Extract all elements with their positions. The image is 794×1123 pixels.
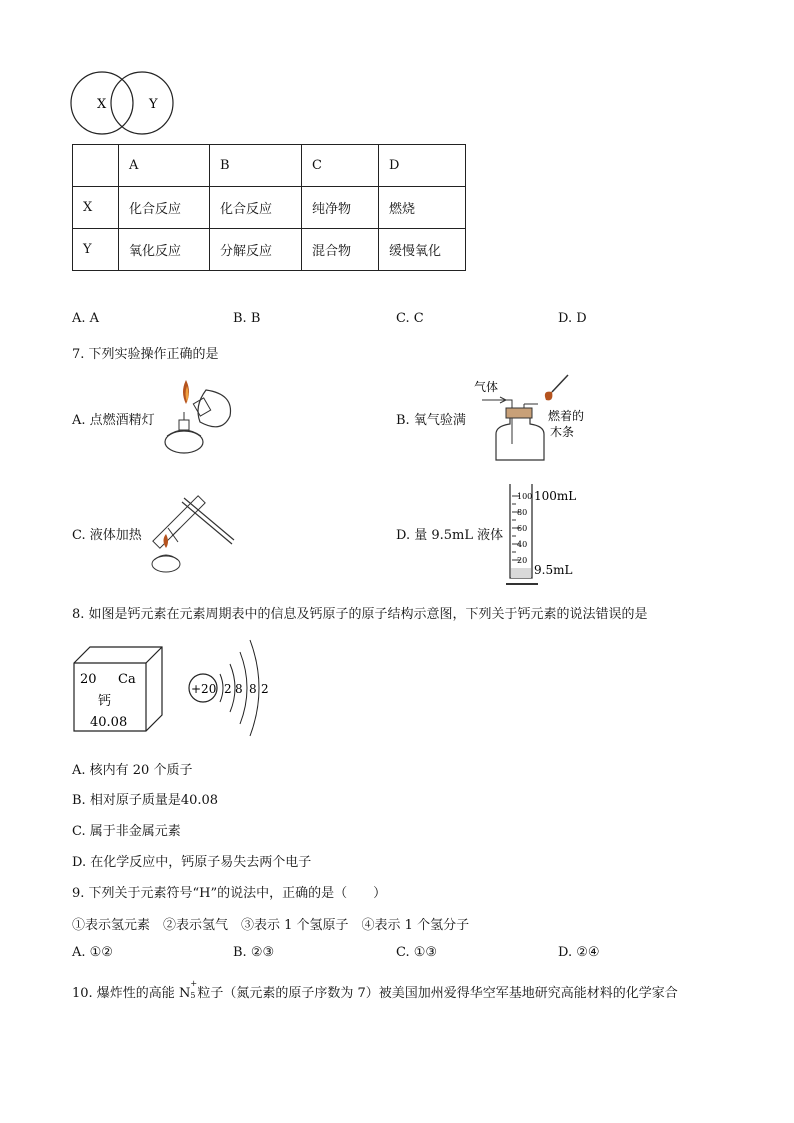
graduated-cylinder-illustration — [504, 478, 594, 590]
shell-electrons: 8 — [235, 682, 243, 696]
atom-structure-diagram — [186, 630, 276, 746]
cylinder-tick: 80 — [517, 508, 528, 517]
q9-option-c[interactable]: C. ①③ — [396, 945, 438, 960]
q7-option-b[interactable]: B. 氧气验满 — [396, 413, 466, 428]
atomic-mass: 40.08 — [90, 715, 128, 730]
cylinder-top-label: 100mL — [534, 489, 577, 503]
table-cell: X — [73, 187, 119, 229]
q8-option-c[interactable]: C. 属于非金属元素 — [72, 824, 181, 839]
venn-label-y: Y — [149, 97, 158, 112]
element-symbol: Ca — [118, 672, 136, 687]
cylinder-tick: 40 — [517, 540, 528, 549]
q9-option-a[interactable]: A. ①② — [72, 945, 113, 960]
q10-charge: + — [190, 979, 198, 988]
table-cell: B — [210, 145, 302, 187]
table-cell: 缓慢氧化 — [379, 229, 466, 271]
q9-statements: ①表示氢元素 ②表示氢气 ③表示 1 个氢原子 ④表示 1 个氢分子 — [72, 918, 470, 933]
q6-option-d[interactable]: D. D — [558, 311, 587, 326]
q8-option-a[interactable]: A. 核内有 20 个质子 — [72, 763, 193, 778]
gas-bottle-illustration — [472, 372, 594, 464]
nucleus-charge: +20 — [191, 682, 217, 696]
gas-label: 气体 — [474, 380, 499, 394]
table-cell: C — [302, 145, 379, 187]
q8-stem: 8. 如图是钙元素在元素周期表中的信息及钙原子的原子结构示意图，下列关于钙元素的说法错误的是 — [72, 607, 648, 622]
q9-stem: 9. 下列关于元素符号“H”的说法中，正确的是（ ） — [72, 886, 387, 901]
classification-table — [72, 144, 466, 271]
q7-option-a[interactable]: A. 点燃酒精灯 — [72, 413, 155, 428]
q9-option-b[interactable]: B. ②③ — [233, 945, 275, 960]
q8-option-d[interactable]: D. 在化学反应中，钙原子易失去两个电子 — [72, 855, 312, 870]
venn-label-x: X — [97, 97, 107, 112]
alcohol-lamp-illustration — [158, 376, 242, 458]
table-cell: 燃烧 — [379, 187, 466, 229]
q8-option-b[interactable]: B. 相对原子质量是40.08 — [72, 793, 219, 808]
shell-electrons: 2 — [261, 682, 269, 696]
table-cell: 化合反应 — [119, 187, 210, 229]
q7-stem: 7. 下列实验操作正确的是 — [72, 347, 219, 362]
q6-option-b[interactable]: B. B — [233, 311, 261, 326]
shell-electrons: 8 — [249, 682, 257, 696]
cylinder-tick: 60 — [517, 524, 528, 533]
table-cell: D — [379, 145, 466, 187]
cylinder-tick: 20 — [517, 556, 528, 565]
table-cell: 化合反应 — [210, 187, 302, 229]
table-cell: Y — [73, 229, 119, 271]
table-header-row — [73, 145, 466, 187]
q6-option-c[interactable]: C. C — [396, 311, 424, 326]
q7-option-d[interactable]: D. 量 9.5mL 液体 — [396, 528, 504, 543]
q10-suffix: 粒子（氮元素的原子序数为 7）被美国加州爱得华空军基地研究高能材料的化学家合 — [197, 986, 678, 1001]
atomic-number: 20 — [80, 672, 97, 687]
table-cell: A — [119, 145, 210, 187]
q10-subscript: 5 — [190, 991, 196, 1000]
table-row — [73, 187, 466, 229]
stick-label-2: 木条 — [550, 425, 575, 439]
table-cell: 纯净物 — [302, 187, 379, 229]
q10-prefix: 10. 爆炸性的高能 N — [72, 986, 191, 1001]
venn-diagram — [70, 70, 182, 136]
cylinder-tick: 100 — [517, 492, 533, 501]
table-row — [73, 229, 466, 271]
stick-label-1: 燃着的 — [548, 409, 585, 423]
table-cell: 混合物 — [302, 229, 379, 271]
cylinder-low-label: 9.5mL — [534, 563, 573, 577]
periodic-table-cell — [72, 633, 164, 733]
element-name: 钙 — [98, 694, 112, 709]
q9-option-d[interactable]: D. ②④ — [558, 945, 600, 960]
table-cell: 氧化反应 — [119, 229, 210, 271]
table-cell — [73, 145, 119, 187]
q7-option-c[interactable]: C. 液体加热 — [72, 528, 142, 543]
shell-electrons: 2 — [224, 682, 232, 696]
test-tube-heating-illustration — [144, 484, 236, 576]
q10-stem — [72, 979, 678, 1001]
q6-option-a[interactable]: A. A — [72, 311, 100, 326]
table-cell: 分解反应 — [210, 229, 302, 271]
